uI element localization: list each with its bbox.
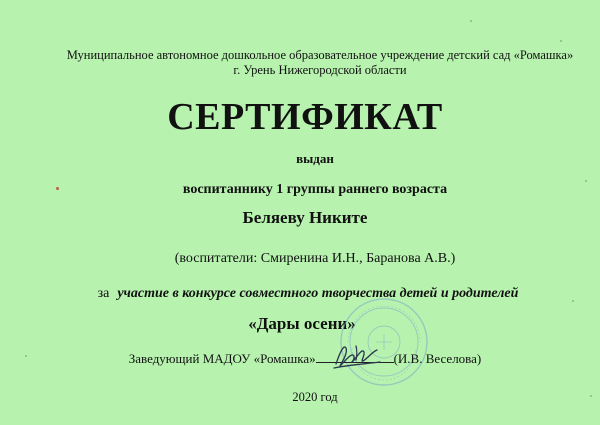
certificate-title: СЕРТИФИКАТ: [167, 96, 443, 138]
contest-name: «Дары осени»: [248, 314, 356, 333]
organization-location: г. Урень Нижегородской области: [233, 63, 407, 77]
issued-label: выдан: [296, 151, 334, 166]
certificate-year: 2020 год: [292, 390, 338, 404]
reason-text: участие в конкурсе совместного творчества детей и родителей: [117, 286, 519, 301]
head-signature-line: [5, 351, 600, 367]
award-reason: [8, 286, 600, 302]
speck: [560, 40, 562, 42]
head-title: Заведующий МАДОУ «Ромашка»: [128, 351, 316, 366]
organization-name: Муниципальное автономное дошкольное образовательное учреждение детский сад «Ромашка»: [66, 48, 574, 62]
handwritten-signature: [330, 338, 382, 372]
teachers-line: (воспитатели: Смиренина И.Н., Баранова А.В.): [174, 251, 456, 266]
for-label: за: [97, 286, 110, 301]
recipient-description: воспитаннику 1 группы раннего возраста: [182, 182, 448, 197]
speck: [470, 20, 472, 22]
recipient-name: Беляеву Никите: [242, 208, 368, 227]
head-name: (И.В. Веселова): [393, 351, 482, 366]
